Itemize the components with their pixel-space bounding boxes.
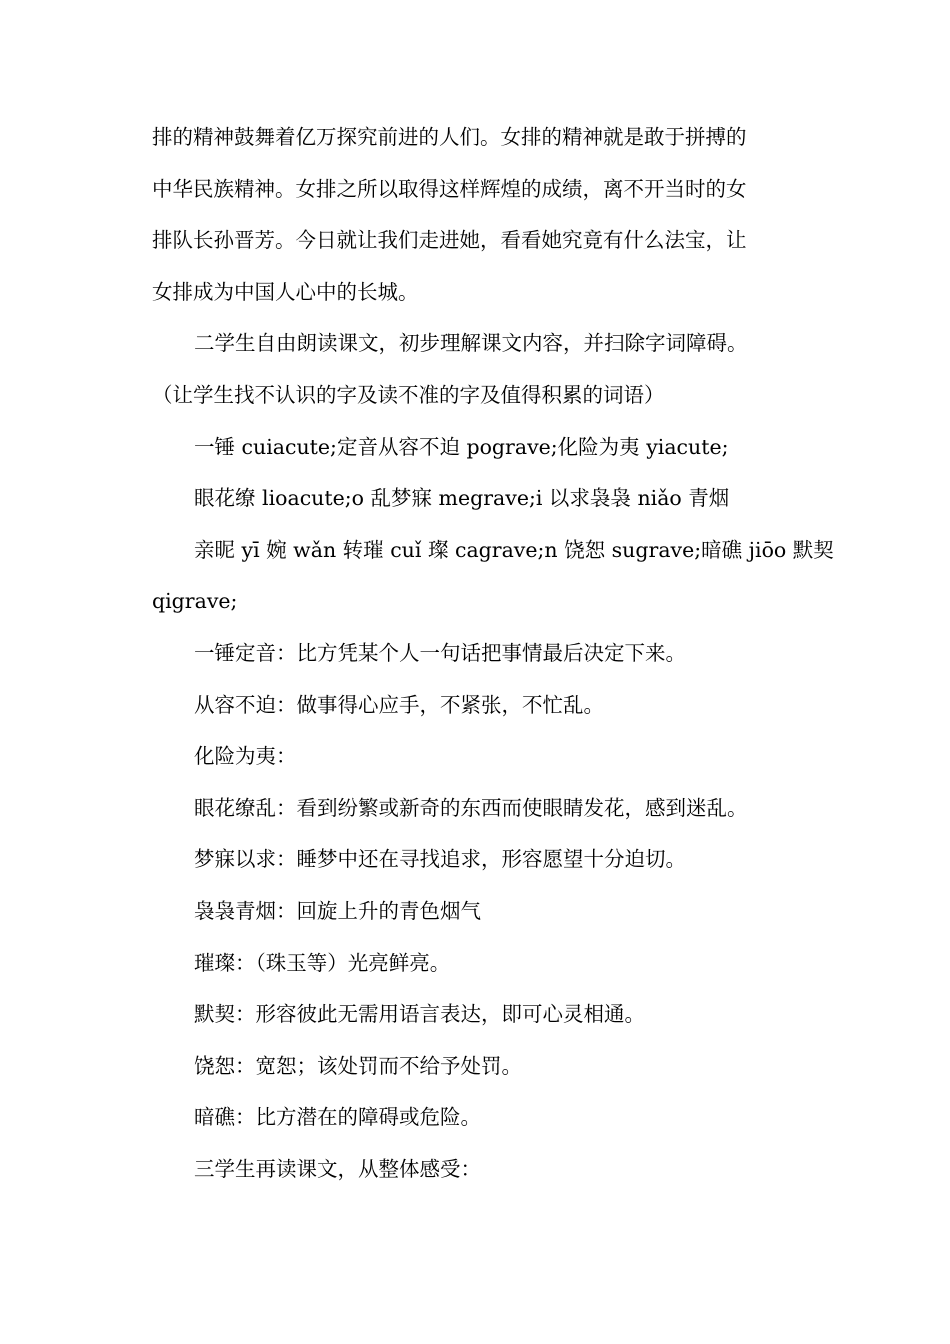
- definition-line: 暗礁：比方潜在的障碍或危险。: [194, 1105, 481, 1130]
- paragraph-line: 排队长孙晋芳。今日就让我们走进她，看看她究竟有什么法宝，让: [152, 228, 747, 253]
- document-body: [152, 112, 834, 1195]
- definition-line: 袅袅青烟：回旋上升的青色烟气: [194, 898, 481, 923]
- definition-line: 从容不迫：做事得心应手，不紧张，不忙乱。: [194, 692, 604, 717]
- definition-line: 梦寐以求：睡梦中还在寻找追求，形容愿望十分迫切。: [194, 847, 686, 872]
- paragraph-line: 中华民族精神。女排之所以取得这样辉煌的成绩，离不开当时的女: [152, 176, 747, 201]
- vocab-pinyin-line: 一锤 cuiacute;定音从容不迫 pograve;化险为夷 yiacute;: [194, 434, 729, 459]
- definition-line: 默契：形容彼此无需用语言表达，即可心灵相通。: [194, 1002, 645, 1027]
- definition-line: 一锤定音：比方凭某个人一句话把事情最后决定下来。: [194, 640, 686, 665]
- vocab-pinyin-line: 眼花缭 lioacute;o 乱梦寐 megrave;i 以求袅袅 niǎo 青烟: [194, 486, 730, 511]
- vocab-pinyin-line: qigrave;: [152, 589, 238, 614]
- paragraph-line: 女排成为中国人心中的长城。: [152, 279, 419, 304]
- paragraph-line: 排的精神鼓舞着亿万探究前进的人们。女排的精神就是敢于拼搏的: [152, 125, 747, 149]
- definition-line: 饶恕：宽恕；该处罚而不给予处罚。: [194, 1053, 522, 1078]
- paragraph-line: （让学生找不认识的字及读不准的字及值得积累的词语）: [152, 382, 665, 407]
- definition-line: 眼花缭乱：看到纷繁或新奇的东西而使眼睛发花，感到迷乱。: [194, 795, 748, 820]
- definition-line: 化险为夷：: [194, 744, 297, 769]
- definition-line: 璀璨：（珠玉等）光亮鲜亮。: [194, 950, 451, 975]
- paragraph-line: 二学生自由朗读课文，初步理解课文内容，并扫除字词障碍。: [194, 331, 748, 356]
- vocab-pinyin-line: 亲昵 yī 婉 wǎn 转璀 cuǐ 璨 cagrave;n 饶恕 sugrave;暗礁 jiōo 默契: [194, 537, 834, 562]
- section-heading-line: 三学生再读课文，从整体感受：: [194, 1156, 481, 1181]
